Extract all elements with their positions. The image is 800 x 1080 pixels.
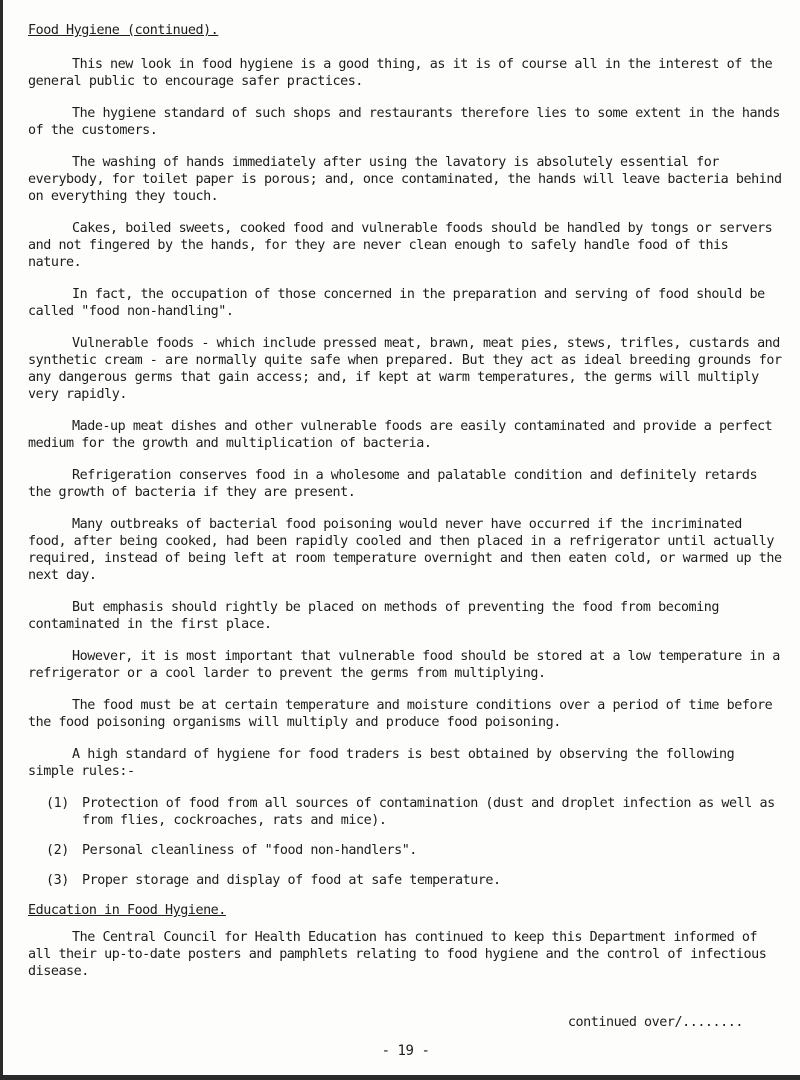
paragraph: Cakes, boiled sweets, cooked food and vulnerable foods should be handled by tongs or servers and not fingered by the hands, for they are never clean enough to safely handle food of this nature. <box>28 221 773 270</box>
paragraph: This new look in food hygiene is a good thing, as it is of course all in the interest of the general public to encourage safer practices. <box>28 57 773 89</box>
rule-text: Protection of food from all sources of contamination (dust and droplet infection as well as from flies, cockroaches, rats and mice). <box>82 796 775 828</box>
paragraph: In fact, the occupation of those concerned in the preparation and serving of food should be called "food non-handling". <box>28 287 765 319</box>
rule-text: Personal cleanliness of "food non-handlers". <box>82 843 417 858</box>
section-heading: Education in Food Hygiene. <box>28 903 226 918</box>
paragraph: A high standard of hygiene for food traders is best obtained by observing the following simple rules:- <box>28 747 735 779</box>
rule-item <box>28 872 783 889</box>
page-content <box>28 22 783 1060</box>
paragraph: The washing of hands immediately after using the lavatory is absolutely essential for everybody, for toilet paper is porous; and, once contaminated, the hands will leave bacteria behind on everything they touch. <box>28 155 782 204</box>
page-left-edge <box>0 0 3 1080</box>
paragraph: Refrigeration conserves food in a wholesome and palatable condition and definitely retards the growth of bacteria if they are present. <box>28 468 758 500</box>
rule-number: (3) <box>46 873 69 888</box>
paragraph: But emphasis should rightly be placed on methods of preventing the food from becoming contaminated in the first place. <box>28 600 720 632</box>
rule-item <box>28 795 783 829</box>
page-heading: Food Hygiene (continued). <box>28 23 219 38</box>
rule-number: (1) <box>46 796 69 811</box>
continued-note: continued over/........ <box>567 1015 743 1030</box>
page-bottom-edge <box>0 1075 800 1080</box>
rule-number: (2) <box>46 843 69 858</box>
paragraph: Many outbreaks of bacterial food poisoning would never have occurred if the incriminated food, after being cooked, had been rapidly cooled and then placed in a refrigerator until actually required, instead of being left at room temperature overnight and then eaten cold, or warmed up the next day. <box>28 517 782 583</box>
paragraph: However, it is most important that vulnerable food should be stored at a low temperature in a refrigerator or a cool larder to prevent the germs from multiplying. <box>28 649 780 681</box>
paragraph: The hygiene standard of such shops and restaurants therefore lies to some extent in the hands of the customers. <box>28 106 780 138</box>
paragraph: Made-up meat dishes and other vulnerable foods are easily contaminated and provide a perfect medium for the growth and multiplication of bacteria. <box>28 419 773 451</box>
paragraph: The food must be at certain temperature and moisture conditions over a period of time before the food poisoning organisms will multiply and produce food poisoning. <box>28 698 773 730</box>
rule-text: Proper storage and display of food at safe temperature. <box>82 873 501 888</box>
paragraph: Vulnerable foods - which include pressed meat, brawn, meat pies, stews, trifles, custards and synthetic cream - are normally quite safe when prepared. But they act as ideal breeding grounds for any dangerous germs that gain access; and, if kept at warm temperatures, the germs will multiply very rapidly. <box>28 336 782 402</box>
page-number: - 19 - <box>381 1043 430 1059</box>
paragraph: The Central Council for Health Education has continued to keep this Department informed of all their up-to-date posters and pamphlets relating to food hygiene and the control of infectious disease. <box>28 930 767 979</box>
rule-item <box>28 842 783 859</box>
